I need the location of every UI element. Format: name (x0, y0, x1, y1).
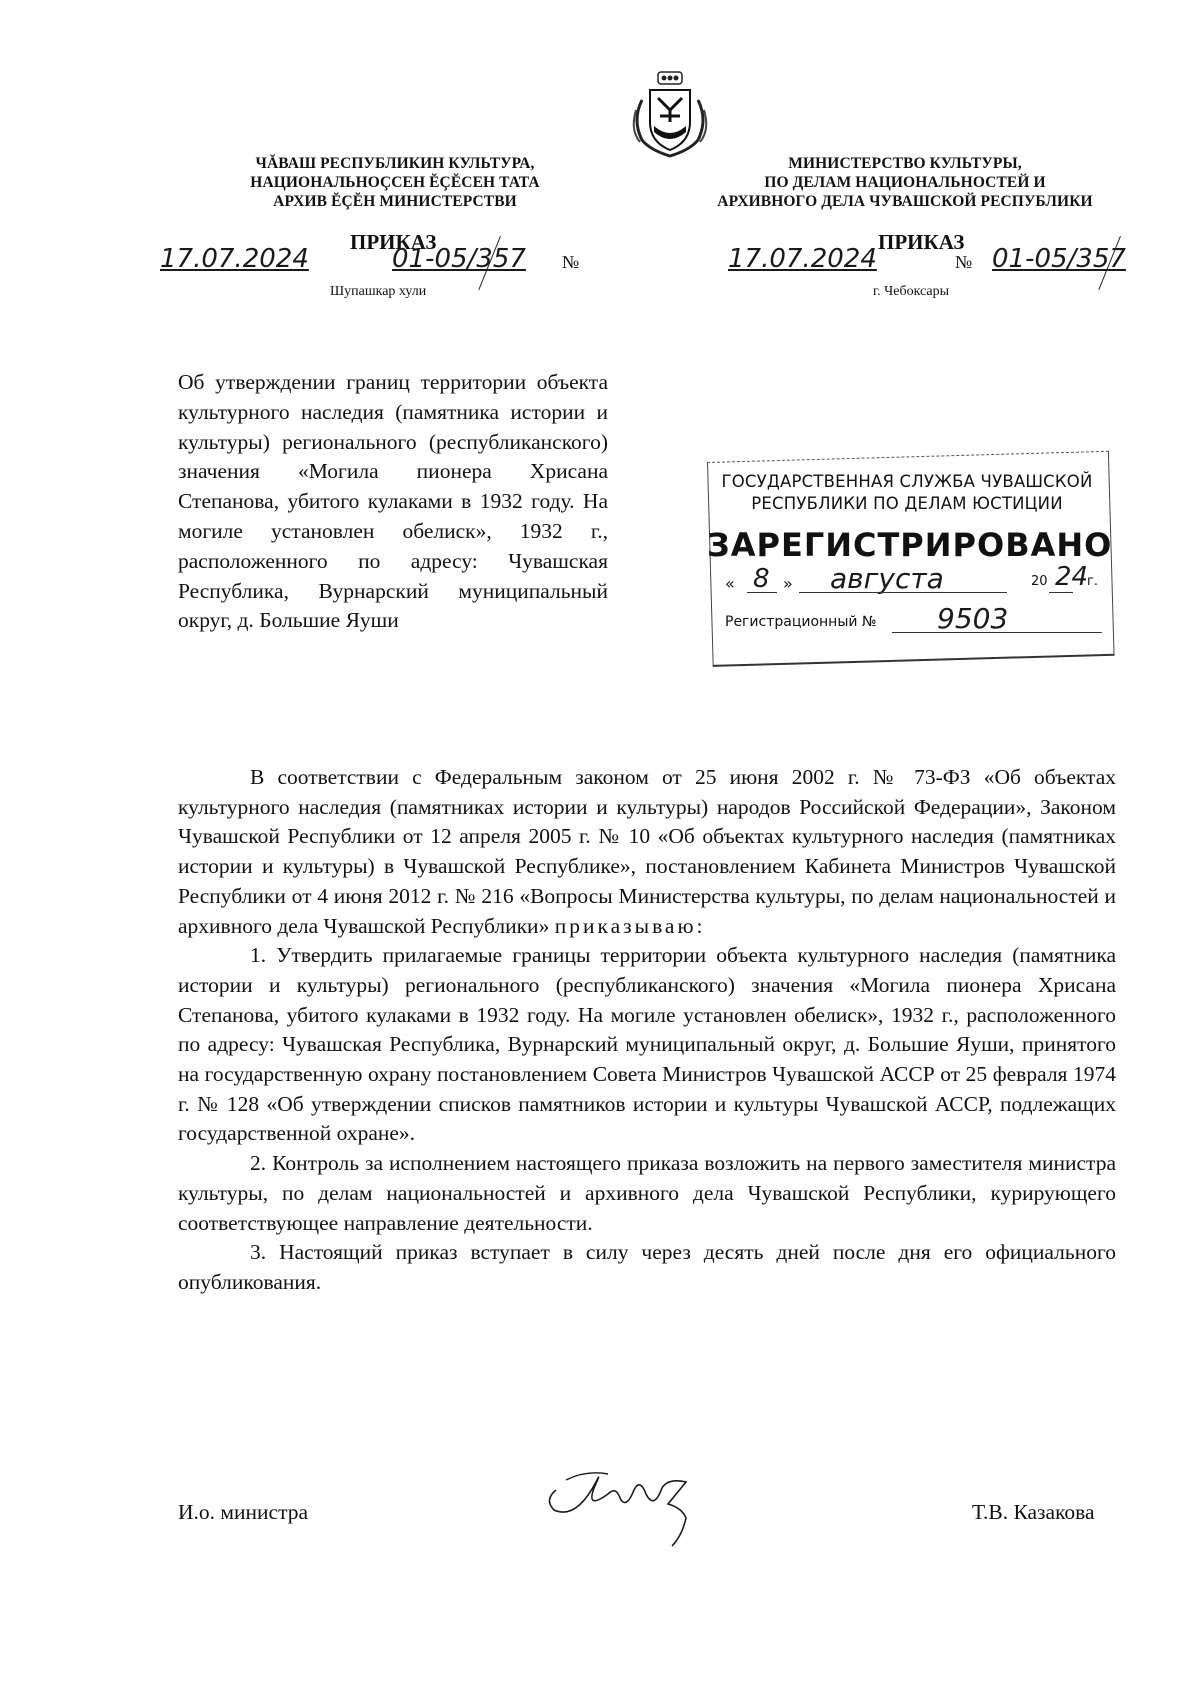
preamble-text: В соответствии с Федеральным законом от 25 июня 2002 г. № 73-ФЗ «Об объектах культурного наследия (памятниках истории и культуры) народов Российской Федерации», Законом Чувашской Республики от 12 апреля 2005 г. № 10 «Об объектах культурного наследия (памятниках истории и культуры) в Чувашской Республике», постановлением Кабинета Министров Чувашской Республики от 4 июня 2012 г. № 216 «Вопросы Министерства культуры, по делам национальностей и архивного дела Чувашской Республики» (178, 765, 1116, 938)
stamp-underline (747, 592, 777, 593)
stamp-day: 8 (753, 564, 770, 594)
stamp-close-quote: » (783, 574, 793, 593)
city-russian: г. Чебоксары (873, 284, 950, 299)
item-1-paragraph: 1. Утвердить прилагаемые границы территории объекта культурного наследия (памятника истории и культуры) регионального (республиканского) значения «Могила пионера Хрисана Степанова, убитого кулаками в 1932 году. На могиле установлен обелиск», 1932 г., расположенного по адресу: Чувашская Республика, Вурнарский муниципальный округ, д. Большие Яуши, принятого на государственную охрану постановлением Совета Министров Чувашской АССР от 25 февраля 1974 г. № 128 «Об утверждении списков памятников истории и культуры Чувашской АССР, подлежащих государственной охране». (178, 943, 1116, 1146)
header-left-line: АРХИВ ĔÇĔН МИНИСТЕРСТВИ (273, 193, 517, 210)
stamp-agency-line2: РЕСПУБЛИКИ ПО ДЕЛАМ ЮСТИЦИИ (751, 494, 1063, 513)
order-number-right: 01-05/357 (992, 244, 1126, 274)
signatory-name: Т.В. Казакова (972, 1500, 1095, 1524)
order-number-left: 01-05/357 (392, 244, 526, 274)
header-left-line: НАЦИОНАЛЬНОÇСЕН ĔÇĔСЕН ТАТА (250, 174, 540, 191)
order-date-right: 17.07.2024 (728, 244, 877, 274)
number-sign-right: № (955, 252, 973, 272)
header-right-line: МИНИСТЕРСТВО КУЛЬТУРЫ, (788, 155, 1022, 172)
header-right-line: ПО ДЕЛАМ НАЦИОНАЛЬНОСТЕЙ И (764, 174, 1046, 191)
prikazyvayu-word: приказываю: (554, 913, 706, 938)
city-chuvash: Шупашкар хули (330, 284, 427, 299)
item-2-paragraph: 2. Контроль за исполнением настоящего приказа возложить на первого заместителя министра культуры, по делам национальностей и архивного дела Чувашской Республики, курирующего соответствующее направление деятельности. (178, 1151, 1116, 1235)
order-body (178, 763, 1116, 1298)
chuvash-coat-of-arms-icon (628, 70, 712, 160)
stamp-reg-number: 9503 (937, 602, 1009, 635)
stamp-underline (1049, 592, 1073, 593)
item-3-paragraph: 3. Настоящий приказ вступает в силу через десять дней после дня его официального опубликования. (178, 1240, 1116, 1294)
stamp-month: августа (830, 562, 944, 595)
stamp-underline (799, 592, 1007, 593)
registration-stamp (707, 462, 1115, 670)
preamble-paragraph (178, 763, 1116, 941)
handwritten-signature (536, 1460, 716, 1550)
stamp-agency-line1: ГОСУДАРСТВЕННАЯ СЛУЖБА ЧУВАШСКОЙ (721, 472, 1093, 491)
ministry-name-chuvash (205, 154, 585, 211)
stamp-year-prefix: 20 (1031, 574, 1048, 589)
prikaz-label-right: ПРИКАЗ (878, 230, 965, 254)
ministry-name-russian (705, 154, 1105, 211)
stamp-year-g: г. (1087, 574, 1098, 589)
signatory-position: И.о. министра (178, 1500, 309, 1524)
stamp-reg-label: Регистрационный № (725, 614, 877, 630)
order-title: Об утверждении границ территории объекта культурного наследия (памятника истории и культуры) регионального (республиканского) значения «Могила пионера Хрисана Степанова, убитого кулаками в 1932 году. На могиле установлен обелиск», 1932 г., расположенного по адресу: Чувашская Республика, Вурнарский муниципальный округ, д. Большие Яуши (178, 370, 608, 633)
header-right-line: АРХИВНОГО ДЕЛА ЧУВАШСКОЙ РЕСПУБЛИКИ (717, 193, 1093, 210)
stamp-year-suffix: 24 (1055, 562, 1089, 592)
order-date-left: 17.07.2024 (160, 244, 309, 274)
stamp-open-quote: « (725, 574, 735, 593)
stamp-underline (892, 632, 1102, 633)
prikaz-label-left: ПРИКАЗ (350, 230, 437, 254)
header-left-line: ЧĂВАШ РЕСПУБЛИКИН КУЛЬТУРА, (255, 155, 535, 172)
stamp-status: ЗАРЕГИСТРИРОВАНО (707, 526, 1113, 564)
number-sign-left: № (562, 252, 580, 272)
